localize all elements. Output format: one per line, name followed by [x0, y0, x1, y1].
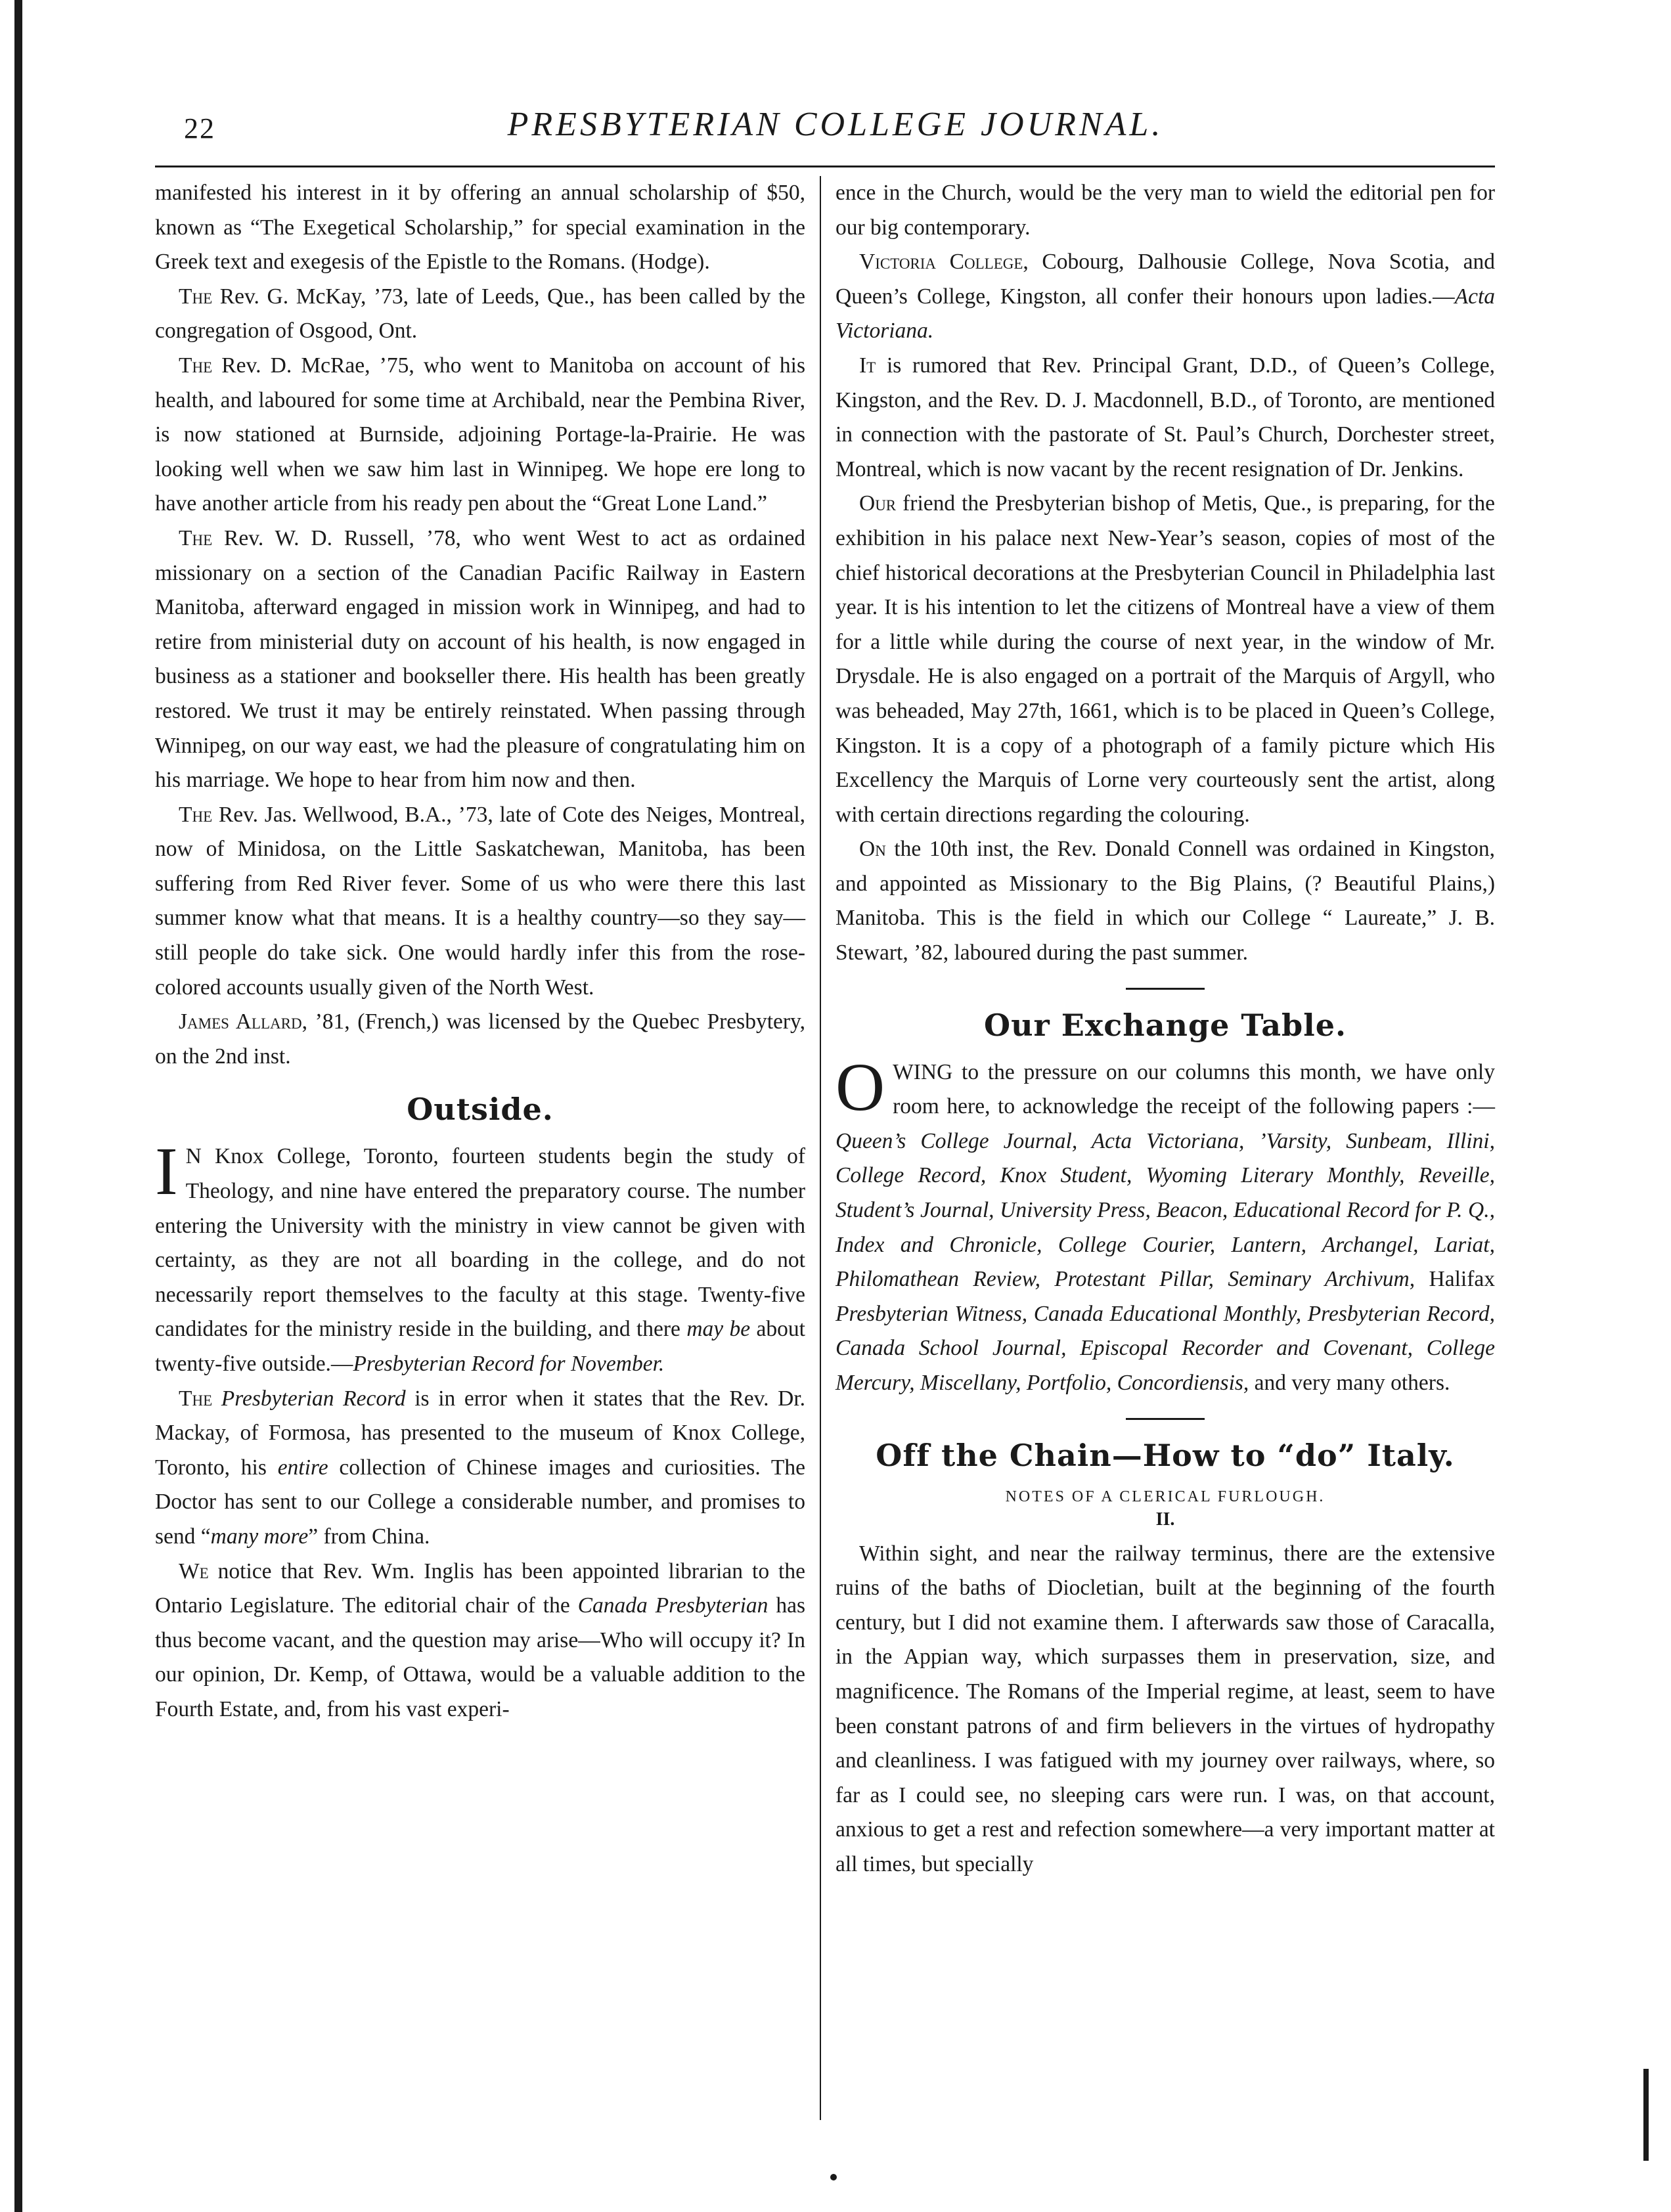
scan-edge-mark [1643, 2069, 1649, 2161]
paragraph-lead: Our [859, 491, 897, 516]
section-title-exchange: Our Exchange Table. [984, 1007, 1347, 1043]
paragraph [155, 1005, 805, 1074]
paragraph: manifested his interest in it by offering an annual scholarship of $50, known as “The Exegetical Scholarship,” for special examination in the Greek text and exegesis of the Epistle to the Romans. (Hodge). [155, 181, 805, 275]
paragraph-text: Cobourg, Dalhousie College, Nova Scotia, and Queen’s College, Kingston, all confer their honours upon ladies.— [836, 250, 1495, 309]
paragraph-text: and very many others. [1249, 1371, 1450, 1395]
paragraph-text: has thus become vacant, and the question may arise—Who will occupy it? In our opinion, Dr. Kemp, of Ottawa, would be a valuable addition to the Fourth Estate, and, from his vast experi- [155, 1593, 805, 1721]
paragraph-text: the 10th inst, the Rev. Donald Connell was ordained in Kingston, and appointed as Missionary to the Big Plains, (? Beautiful Plains,) Manitoba. This is the field in which our College “ Laureate,” J. B. Stewart, ’82, laboured during the past summer. [836, 837, 1495, 965]
paragraph-text: collection of Chinese images and curiosities. The Doctor has sent to our College a considerable number, and promises to send “ [155, 1455, 805, 1549]
paragraph-lead: The [179, 802, 213, 827]
paragraph [155, 349, 805, 521]
paragraph-text: ” from China. [308, 1524, 430, 1549]
paragraph-lead: James Allard, [179, 1009, 307, 1034]
scan-edge-rule [14, 0, 22, 2212]
italic-text: may be [686, 1317, 751, 1342]
source-citation: Acta Victoriana. [836, 284, 1495, 343]
header-rule [155, 166, 1495, 167]
section-divider [1126, 1418, 1205, 1420]
italic-text: Canada Presbyterian [577, 1593, 769, 1618]
source-citation: Presbyterian Record for November. [353, 1352, 665, 1376]
paragraph [836, 487, 1495, 832]
paragraph-text: Rev. G. McKay, ’73, late of Leeds, Que., has been called by the congregation of Osgood, Ont. [155, 284, 805, 343]
italic-text: entire [277, 1455, 328, 1480]
drop-cap: I [155, 1134, 178, 1210]
paragraph-text: is rumored that Rev. Principal Grant, D.D., of Queen’s College, Kingston, and the Rev. D. J. Macdonnell, B.D., of Toronto, are mentioned in connection with the pastorate of St. Paul’s Church, Dorchester street, Montreal, which is now vacant by the recent resignation of Dr. Jenkins. [836, 353, 1495, 481]
running-title: PRESBYTERIAN COLLEGE JOURNAL. [507, 106, 1164, 143]
paragraph-text: about twenty-five outside.— [155, 1317, 805, 1376]
page-number: 22 [184, 112, 215, 144]
paragraph [155, 521, 805, 798]
paragraph [155, 1382, 805, 1555]
paragraph [836, 245, 1495, 349]
paragraph [155, 280, 805, 349]
paragraph [155, 1134, 805, 1381]
right-column [836, 176, 1495, 1882]
scan-dot [830, 2174, 837, 2180]
drop-cap: O [836, 1049, 885, 1125]
paragraph-lead: We [179, 1559, 209, 1583]
paragraph-lead: The [179, 284, 213, 309]
paragraph-text: Rev. D. McRae, ’75, who went to Manitoba on account of his health, and laboured for some time at Archibald, near the Pembina River, is now stationed at Burnside, adjoining Portage-la-Prairie. He was looking well when we saw him last in Winnipeg. We hope ere long to have another article from his ready pen about the “Great Lone Land.” [155, 353, 805, 516]
paragraph [836, 349, 1495, 487]
section-title-chain: Off the Chain—How to “do” Italy. [876, 1437, 1455, 1473]
paragraph-text: WING to the pressure on our columns this month, we have only room here, to acknowledge the receipt of the following papers :— [893, 1059, 1495, 1119]
paragraph-text: notice that Rev. Wm. Inglis has been appointed librarian to the Ontario Legislature. The editorial chair of the [155, 1559, 805, 1618]
paragraph [155, 798, 805, 1006]
paragraph-text: Halifax [1415, 1267, 1495, 1292]
paragraph-text: friend the Presbyterian bishop of Metis, Que., is preparing, for the exhibition in his palace next New-Year’s season, copies of most of the chief historical decorations at the Presbyterian Council in Philadelphia last year. It is his intention to let the citizens of Montreal have a view of them for a little while during the course of next year, in the window of Mr. Drysdale. He is also engaged on a portrait of the Marquis of Argyll, who was beheaded, May 27th, 1661, which is to be placed in Queen’s College, Kingston. It is a copy of a photograph of a family picture which His Excellency the Marquis of Lorne very courteously sent the artist, along with certain directions regarding the colouring. [836, 491, 1495, 827]
left-column [155, 176, 805, 1727]
paragraph: Within sight, and near the railway terminus, there are the extensive ruins of the baths of Diocletian, built at the beginning of the fourth century, but I did not examine them. I afterwards saw those of Caracalla, in the Appian way, which surpasses them in preservation, size, and magnificence. The Romans of the Imperial regime, at least, seem to have been constant patrons of and firm believers in the virtues of hydropathy and cleanliness. I was fatigued with my journey over railways, where, so far as I could see, no sleeping cars were run. I was, on that account, anxious to get a rest and refection somewhere—a very important matter at all times, but specially [836, 1541, 1495, 1876]
paragraph-text: ’81, (French,) was licensed by the Quebec Presbytery, on the 2nd inst. [155, 1009, 805, 1069]
column-divider [820, 176, 821, 2120]
section-subtitle: NOTES OF A CLERICAL FURLOUGH. [1005, 1488, 1326, 1505]
paragraph-lead: The [179, 525, 213, 550]
paragraph-text: is in error when it states that the Rev. Dr. Mackay, of Formosa, has presented to the museum of Knox College, Toronto, his [155, 1386, 805, 1480]
section-title-outside: Outside. [407, 1092, 554, 1128]
italic-text: many more [210, 1524, 309, 1549]
paragraph [836, 832, 1495, 970]
paragraph: ence in the Church, would be the very man to wield the editorial pen for our big contemporary. [836, 181, 1495, 240]
paragraph-text: N Knox College, Toronto, fourteen students begin the study of Theology, and nine have entered the preparatory course. The number entering the University with the ministry in view cannot be given with certainty, as they are not all boarding in the college, and do not necessarily report themselves to the faculty at this stage. Twenty-five candidates for the ministry reside in the building, and there [155, 1144, 805, 1342]
italic-text: Presbyterian Record [212, 1386, 406, 1411]
paragraph-lead: On [859, 837, 886, 862]
paragraph [155, 1555, 805, 1727]
exchange-list: Queen’s College Journal, Acta Victoriana, ’Varsity, Sunbeam, Illini, College Record, Knox Student, Wyoming Literary Monthly, Reveille, Student’s Journal, University Press, Beacon, Educational Record for P. Q., Index and Chronicle, College Courier, Lantern, Archangel, Lariat, Philomathean Review, Protestant Pillar, Seminary Archivum, [836, 1128, 1495, 1292]
section-number: II. [1155, 1509, 1175, 1530]
paragraph-lead: Victoria College, [859, 250, 1029, 275]
section-divider [1126, 988, 1205, 990]
paragraph-lead: The [179, 1386, 213, 1411]
paragraph-text: Rev. W. D. Russell, ’78, who went West to act as ordained missionary on a section of the Canadian Pacific Railway in Eastern Manitoba, afterward engaged in mission work in Winnipeg, and had to retire from ministerial duty on account of his health, is now engaged in business as a stationer and bookseller there. His health has been greatly restored. We trust it may be entirely reinstated. When passing through Winnipeg, on our way east, we had the pleasure of congratulating him on his marriage. We hope to hear from him now and then. [155, 525, 805, 793]
paragraph [836, 1049, 1495, 1401]
paragraph-text: Rev. Jas. Wellwood, B.A., ’73, late of Cote des Neiges, Montreal, now of Minidosa, on the Little Saskatchewan, Manitoba, has been suffering from Red River fever. Some of us who were there this last summer know what that means. It is a healthy country—so they say—still people do take sick. One would hardly infer this from the rose-colored accounts usually given of the North West. [155, 802, 805, 1000]
paragraph-lead: The [179, 353, 213, 378]
exchange-list: Presbyterian Witness, Canada Educational Monthly, Presbyterian Record, Canada School Journal, Episcopal Recorder and Covenant, College Mercury, Miscellany, Portfolio, Concordiensis, [836, 1301, 1495, 1395]
paragraph-lead: It [859, 353, 876, 378]
